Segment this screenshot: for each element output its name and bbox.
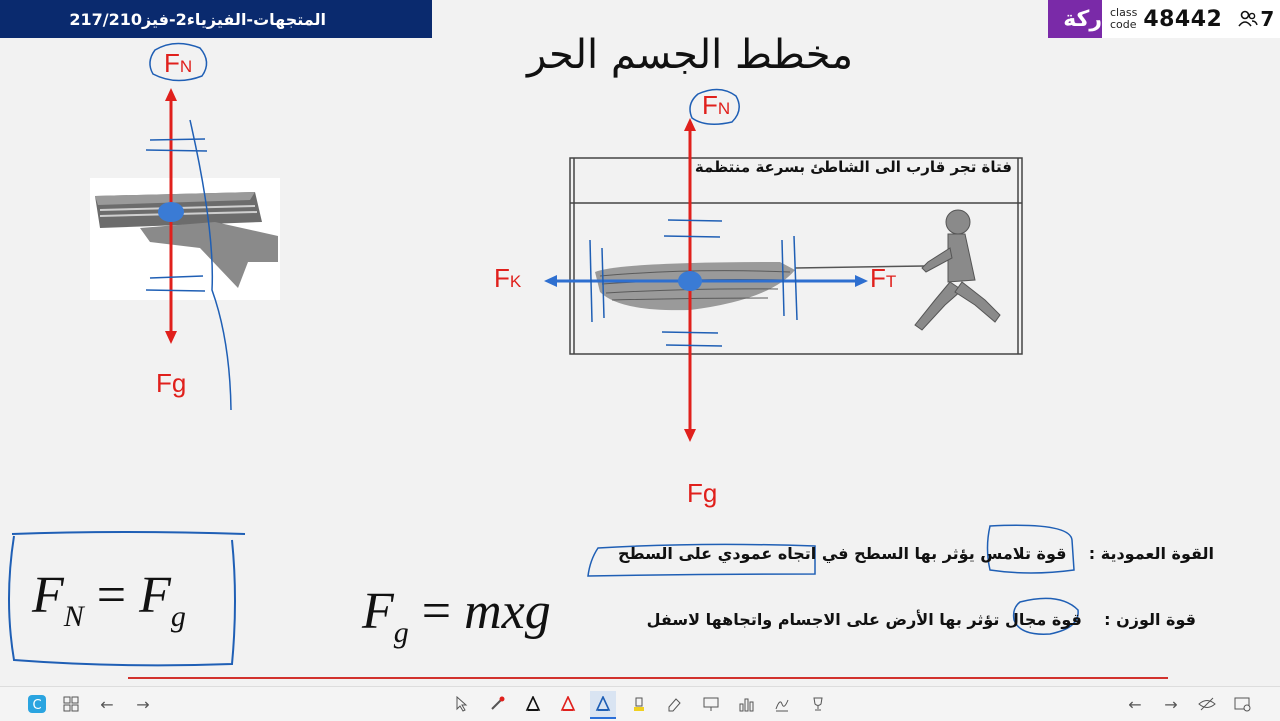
boat-tension-label: FT [870,263,897,293]
settings-icon[interactable] [1230,691,1256,717]
equation-weight: $F_g$ = mxg [362,583,551,649]
whiteboard-icon[interactable] [698,691,724,717]
chart-icon[interactable] [733,691,759,717]
participants-icon [1238,10,1258,28]
book-normal-arrowhead [165,88,177,101]
class-code-bar [1048,0,1280,38]
prev-page-icon[interactable]: ← [1128,694,1142,714]
blue-pen-icon[interactable] [590,691,616,719]
boat-weight-arrowhead [684,429,696,442]
weight-force-term: قوة الوزن : [1104,610,1196,629]
grid-icon[interactable] [58,691,84,717]
book-weight-label: Fg [156,368,187,398]
svg-text:C: C [32,698,42,713]
highlighter-icon[interactable] [626,691,652,717]
next-page-icon[interactable]: → [1164,694,1178,714]
slide-title: مخطط الجسم الحر [526,32,854,78]
pointer-icon[interactable] [449,691,475,717]
boat-center-dot [678,271,702,291]
black-pen-icon[interactable] [520,691,546,717]
participants-count[interactable]: 7 [1238,7,1274,31]
normal-force-definition [618,544,1214,563]
boat-weight-label: Fg [687,478,718,508]
boat-caption: فتاة تجر قارب الى الشاطئ بسرعة منتظمة [694,158,1012,176]
boat-friction-arrowhead [544,275,557,287]
normal-force-term: القوة العمودية : [1088,544,1214,563]
signature-icon[interactable] [769,691,795,717]
book-normal-label: FN [164,48,193,78]
boat-friction-label: FK [494,263,522,293]
class-code-box[interactable] [1102,0,1280,38]
book-center-dot [158,202,184,222]
class-code-label: class code [1110,6,1138,31]
document-title: المتجهات-الفيزياء2-فيز217/210 [69,9,326,29]
girl-figure [915,210,1000,330]
app-logo-icon[interactable] [24,691,50,717]
weight-force-text: قوة مجال تؤثر بها الأرض على الاجسام واتجاهها لاسفل [646,610,1082,629]
trophy-icon[interactable] [805,691,831,717]
document-title-tab[interactable] [0,0,432,38]
book-weight-arrowhead [165,331,177,344]
weight-force-definition [647,610,1196,629]
bottom-toolbar [0,686,1280,721]
book-image [90,178,280,300]
boat-tension-arrowhead [855,275,868,287]
class-code-value: 48442 [1143,6,1223,32]
brand-logo: ركة [1048,0,1102,38]
eraser-icon[interactable] [661,691,687,717]
red-pen-icon[interactable] [555,691,581,717]
equation-normal-equals-weight: $F_N = F_g$ [32,567,186,633]
back-arrow-icon[interactable]: ← [100,694,114,714]
forward-arrow-icon[interactable]: → [136,694,150,714]
hide-ink-icon[interactable] [1194,691,1220,717]
normal-force-text: قوة تلامس يؤثر بها السطح في اتجاه عمودي على السطح [618,544,1067,563]
laser-pen-icon[interactable] [484,691,510,717]
boat-normal-label: FN [702,90,731,120]
